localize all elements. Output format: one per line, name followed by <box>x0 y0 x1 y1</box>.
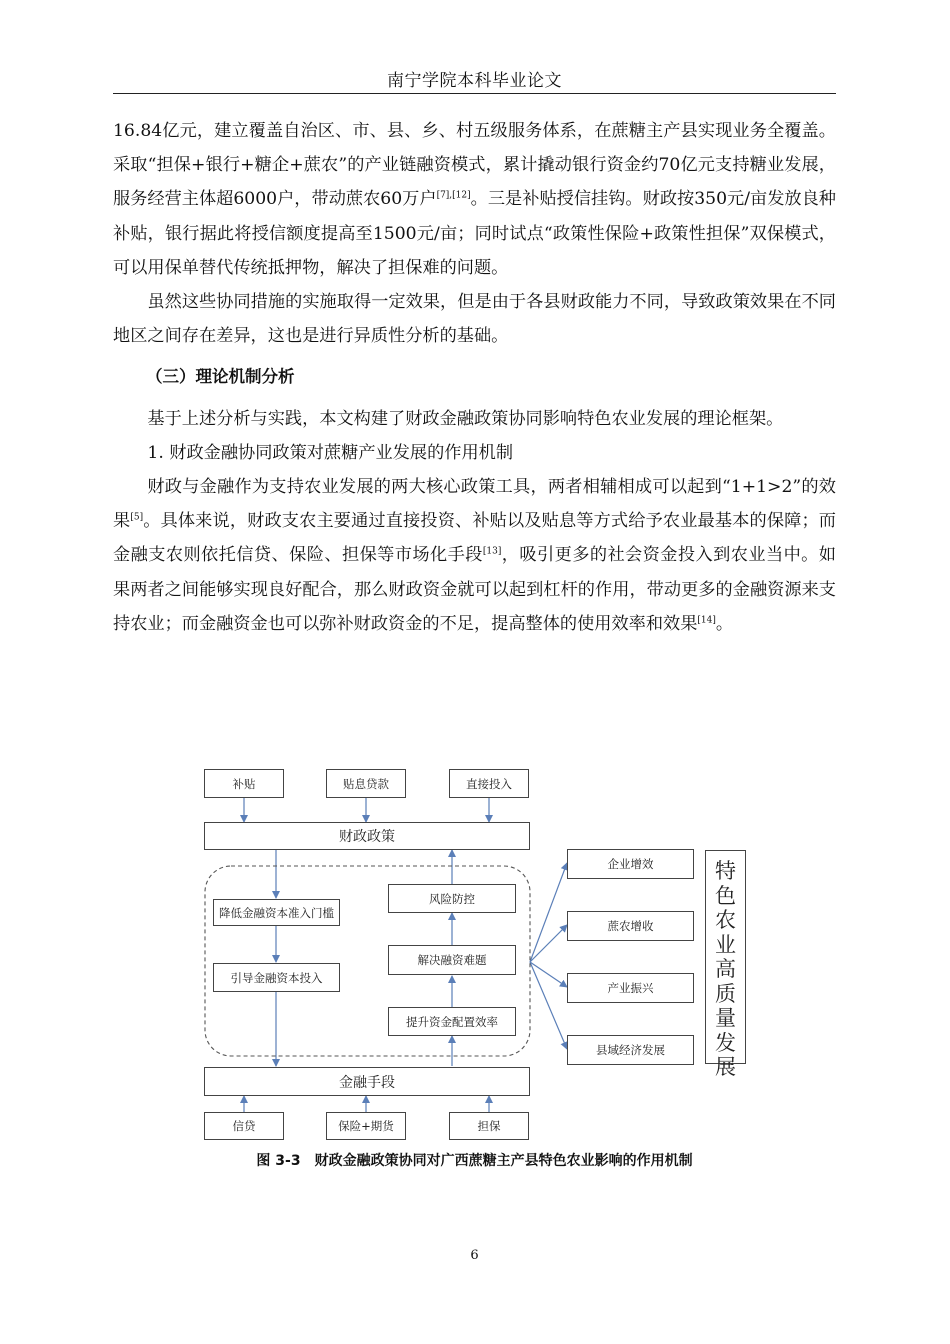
paragraph-4-text-a: 财政与金融作为支持农业发展的两大核心政策工具，两者相辅相成可以起到“1+1>2”的效果 <box>113 477 836 532</box>
top-input-subsidy: 补贴 <box>204 769 284 798</box>
right-chain-financing: 解决融资难题 <box>388 945 516 975</box>
bottom-input-insurance-futures: 保险+期货 <box>326 1112 406 1140</box>
goal-char: 业 <box>715 932 736 957</box>
outcome-farmer-income: 蔗农增收 <box>567 911 694 941</box>
paragraph-4-text-c: ，吸引更多的社会资金投入到农业当中。如果两者之间能够实现良好配合，那么财政资金就可以起到杠杆的作用，带动更多的金融资源来支持农业；而金融资金也可以弥补财政资金的不足，提高整体的使用效率和效果 <box>113 545 836 634</box>
paragraph-4-text-d: 。 <box>715 613 734 634</box>
paragraph-1-text-a: 16.84亿元，建立覆盖自治区、市、县、乡、村五级服务体系，在蔗糖主产县实现业务全覆盖。采取“担保+银行+糖企+蔗农”的产业链融资模式，累计撬动银行资金约70亿元支持糖业发展，服务经营主体超6000户，带动蔗农60万户 <box>113 121 836 210</box>
page-header: 南宁学院本科毕业论文 <box>387 71 562 91</box>
body-text <box>113 114 836 641</box>
goal-char: 高 <box>715 957 736 981</box>
goal-char: 发 <box>715 1030 736 1055</box>
right-chain-risk-control: 风险防控 <box>388 884 516 913</box>
paragraph-4-text-b: 。具体来说，财政支农主要通过直接投资、补贴以及贴息等方式给予农业最基本的保障；而金融支农则依托信贷、保险、担保等市场化手段 <box>113 511 836 566</box>
top-input-direct-investment: 直接投入 <box>449 769 529 798</box>
paragraph-4 <box>113 470 836 641</box>
outcome-industry: 产业振兴 <box>567 973 694 1003</box>
left-chain-lower-threshold: 降低金融资本准入门槛 <box>213 899 340 926</box>
bottom-input-guarantee: 担保 <box>449 1112 529 1140</box>
bottom-input-credit: 信贷 <box>204 1112 284 1140</box>
outcome-county-economy: 县域经济发展 <box>567 1035 694 1065</box>
left-chain-guide-capital: 引导金融资本投入 <box>213 963 340 992</box>
mechanism-diagram <box>200 766 760 1146</box>
right-chain-efficiency: 提升资金配置效率 <box>388 1007 516 1036</box>
outcome-enterprise: 企业增效 <box>567 849 694 879</box>
citation-14: [14] <box>697 615 716 626</box>
goal-box <box>705 850 746 1079</box>
fiscal-policy-box: 财政政策 <box>204 822 530 850</box>
figure-caption: 图 3-3 财政金融政策协同对广西蔗糖主产县特色农业影响的作用机制 <box>256 1153 693 1169</box>
paragraph-1-text-b: 。三是补贴授信挂钩。财政按350元/亩发放良种补贴，银行据此将授信额度提高至1500元/亩；同时试点“政策性保险+政策性担保”双保模式，可以用保单替代传统抵押物，解决了担保难的问题。 <box>113 189 836 278</box>
page-number: 6 <box>470 1248 479 1263</box>
paragraph-1 <box>113 114 836 285</box>
goal-char: 量 <box>715 1006 736 1030</box>
goal-char: 农 <box>715 908 736 932</box>
citation-7-12: [7],[12] <box>436 190 471 201</box>
financial-means-box: 金融手段 <box>204 1067 530 1096</box>
citation-13: [13] <box>482 546 502 557</box>
goal-char: 质 <box>715 981 736 1006</box>
section-heading: （三）理论机制分析 <box>146 367 295 387</box>
goal-char: 色 <box>715 883 736 908</box>
goal-char: 特 <box>715 859 736 883</box>
goal-char: 展 <box>715 1055 736 1079</box>
header-rule <box>113 93 836 94</box>
paragraph-2: 虽然这些协同措施的实施取得一定效果，但是由于各县财政能力不同，导致政策效果在不同地区之间存在差异，这也是进行异质性分析的基础。 <box>113 292 836 347</box>
subsection-title: 1. 财政金融协同政策对蔗糖产业发展的作用机制 <box>147 442 514 463</box>
citation-5: [5] <box>130 512 144 523</box>
top-input-interest-loan: 贴息贷款 <box>326 769 406 798</box>
paragraph-3: 基于上述分析与实践，本文构建了财政金融政策协同影响特色农业发展的理论框架。 <box>147 408 784 429</box>
